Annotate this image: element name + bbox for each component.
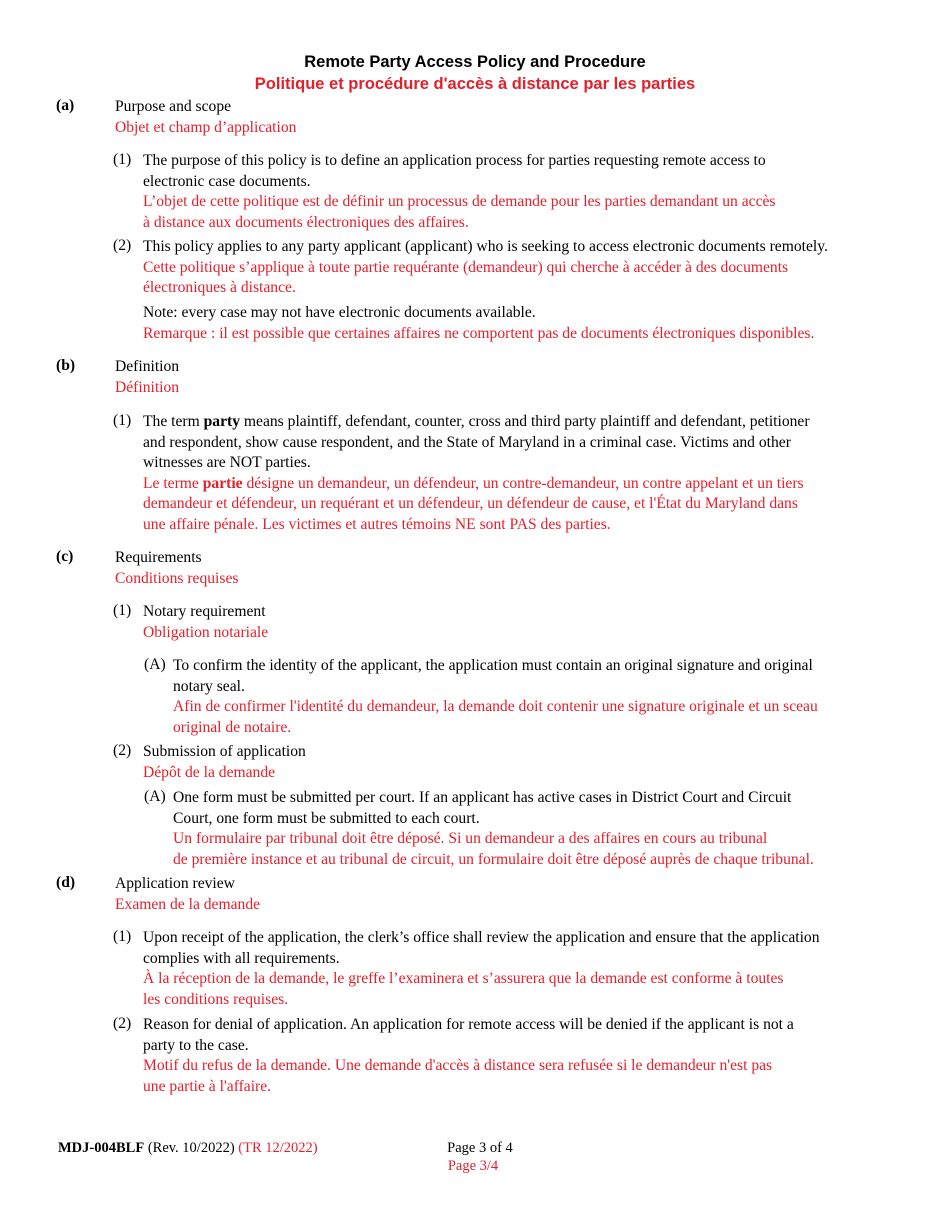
c-item-2-sub-fr-line: de première instance et au tribunal de circuit, un formulaire doit être déposé auprès de chaque tribunal. xyxy=(173,850,814,868)
a-item-1-fr-line: L’objet de cette politique est de définir un processus de demande pour les parties demandant un accès xyxy=(143,193,776,211)
c-item-1-sub-en-line: notary seal. xyxy=(173,677,245,695)
section-a-heading-fr: Objet et champ d’application xyxy=(115,118,297,136)
b-item-1-fr-line: une affaire pénale. Les victimes et autres témoins NE sont PAS des parties. xyxy=(143,515,611,533)
d-item-2-en-line: party to the case. xyxy=(143,1036,249,1054)
a-item-2-note xyxy=(143,303,814,344)
c-item-1-heading-en: Notary requirement xyxy=(143,603,266,620)
form-id: MDJ-004BLF xyxy=(58,1140,145,1156)
b-item-1-fr-line: demandeur et défendeur, un requérant et un défendeur, un défendeur de cause, et l'État du Maryland dans xyxy=(143,495,798,513)
c-item-2-sub-number: (A) xyxy=(144,788,166,805)
d-item-2-fr-line: Motif du refus de la demande. Une demande d'accès à distance sera refusée si le demandeur n'est pas xyxy=(143,1057,773,1075)
b-item-1-number: (1) xyxy=(113,412,132,429)
c-item-2-heading xyxy=(143,742,306,783)
a-item-2-fr-line: électroniques à distance. xyxy=(143,279,296,297)
d-item-1-en-line: complies with all requirements. xyxy=(143,949,340,967)
section-c-heading-en: Requirements xyxy=(115,549,202,566)
c-item-2-heading-en: Submission of application xyxy=(143,743,306,760)
d-item-2-text xyxy=(143,1015,794,1097)
a-item-1-number: (1) xyxy=(113,151,132,168)
c-item-2-heading-fr: Dépôt de la demande xyxy=(143,763,276,781)
form-translation-revision: (TR 12/2022) xyxy=(234,1140,318,1156)
section-d-heading-en: Application review xyxy=(115,875,235,892)
c-item-1-number: (1) xyxy=(113,602,132,619)
a-item-1-text xyxy=(143,151,776,233)
d-item-2-number: (2) xyxy=(113,1015,132,1032)
title-fr: Politique et procédure d'accès à distance par les parties xyxy=(254,75,696,93)
c-item-2-number: (2) xyxy=(113,742,132,759)
d-item-1-fr-line: À la réception de la demande, le greffe l’examinera et s’assurera que la demande est conforme à toutes xyxy=(143,970,784,988)
a-item-1-en-line: electronic case documents. xyxy=(143,172,311,190)
d-item-2-en-line: Reason for denial of application. An application for remote access will be denied if the applicant is not a xyxy=(143,1016,794,1033)
section-b-heading xyxy=(115,357,179,398)
section-d-label: (d) xyxy=(56,874,76,891)
term-party: party xyxy=(203,413,241,430)
c-item-1-sub-number: (A) xyxy=(144,656,166,673)
section-b-label: (b) xyxy=(56,357,76,374)
section-b-heading-en: Definition xyxy=(115,358,180,375)
section-d-heading xyxy=(115,874,260,915)
a-item-1-fr-line: à distance aux documents électroniques des affaires. xyxy=(143,213,469,231)
c-item-1-sub-text xyxy=(173,656,818,738)
page-number-en: Page 3 of 4 xyxy=(447,1140,513,1156)
footer-form-info xyxy=(58,1140,318,1157)
a-item-2-note-en: Note: every case may not have electronic documents available. xyxy=(143,304,536,321)
a-item-2-fr-line: Cette politique s’applique à toute partie requérante (demandeur) qui cherche à accéder à des documents xyxy=(143,258,789,276)
c-item-2-sub-text xyxy=(173,788,814,870)
c-item-2-sub-en-line: One form must be submitted per court. If an applicant has active cases in District Court and Circuit xyxy=(173,789,792,806)
section-b-heading-fr: Définition xyxy=(115,378,180,396)
term-partie: partie xyxy=(202,474,243,492)
section-c-label: (c) xyxy=(56,548,74,565)
d-item-2-fr-line: une partie à l'affaire. xyxy=(143,1077,272,1095)
c-item-1-heading xyxy=(143,602,268,643)
b-item-1-en-first-line: The term party means plaintiff, defendant, counter, cross and third party plaintiff and defendant, petitioner xyxy=(143,413,810,430)
d-item-1-en-line: Upon receipt of the application, the clerk’s office shall review the application and ensure that the application xyxy=(143,929,820,946)
a-item-2-number: (2) xyxy=(113,237,132,254)
a-item-1-en-line: The purpose of this policy is to define an application process for parties requesting remote access to xyxy=(143,152,766,169)
section-a-heading xyxy=(115,97,296,138)
c-item-1-heading-fr: Obligation notariale xyxy=(143,623,269,641)
c-item-1-sub-fr-line: Afin de confirmer l'identité du demandeur, la demande doit contenir une signature originale et un sceau xyxy=(173,698,818,716)
b-item-1-fr-first-line: Le terme partie désigne un demandeur, un défendeur, un contre-demandeur, un contre appelant et un tiers xyxy=(143,474,804,492)
d-item-1-text xyxy=(143,928,820,1010)
a-item-2-text xyxy=(143,237,828,299)
form-revision: (Rev. 10/2022) xyxy=(144,1140,235,1156)
b-item-1-en-line: witnesses are NOT parties. xyxy=(143,454,311,472)
b-item-1-en-line: and respondent, show cause respondent, and the State of Maryland in a criminal case. Victims and other xyxy=(143,433,791,451)
section-c-heading xyxy=(115,548,238,589)
section-a-heading-en: Purpose and scope xyxy=(115,98,232,115)
section-d-heading-fr: Examen de la demande xyxy=(115,895,261,913)
title-en: Remote Party Access Policy and Procedure xyxy=(304,53,646,71)
section-c-heading-fr: Conditions requises xyxy=(115,569,239,587)
b-item-1-text xyxy=(143,412,810,536)
c-item-1-sub-en-line: To confirm the identity of the applicant, the application must contain an original signature and original xyxy=(173,657,813,674)
page-number-fr: Page 3/4 xyxy=(447,1158,499,1174)
a-item-2-en-line: This policy applies to any party applicant (applicant) who is seeking to access electronic documents remotely. xyxy=(143,238,828,255)
c-item-2-sub-fr-line: Un formulaire par tribunal doit être déposé. Si un demandeur a des affaires en cours au tribunal xyxy=(173,830,768,848)
c-item-1-sub-fr-line: original de notaire. xyxy=(173,718,292,736)
d-item-1-fr-line: les conditions requises. xyxy=(143,990,289,1008)
d-item-1-number: (1) xyxy=(113,928,132,945)
section-a-label: (a) xyxy=(56,97,75,114)
c-item-2-sub-en-line: Court, one form must be submitted to each court. xyxy=(173,809,480,827)
a-item-2-note-fr: Remarque : il est possible que certaines affaires ne comportent pas de documents électroniques disponibles. xyxy=(143,324,815,342)
